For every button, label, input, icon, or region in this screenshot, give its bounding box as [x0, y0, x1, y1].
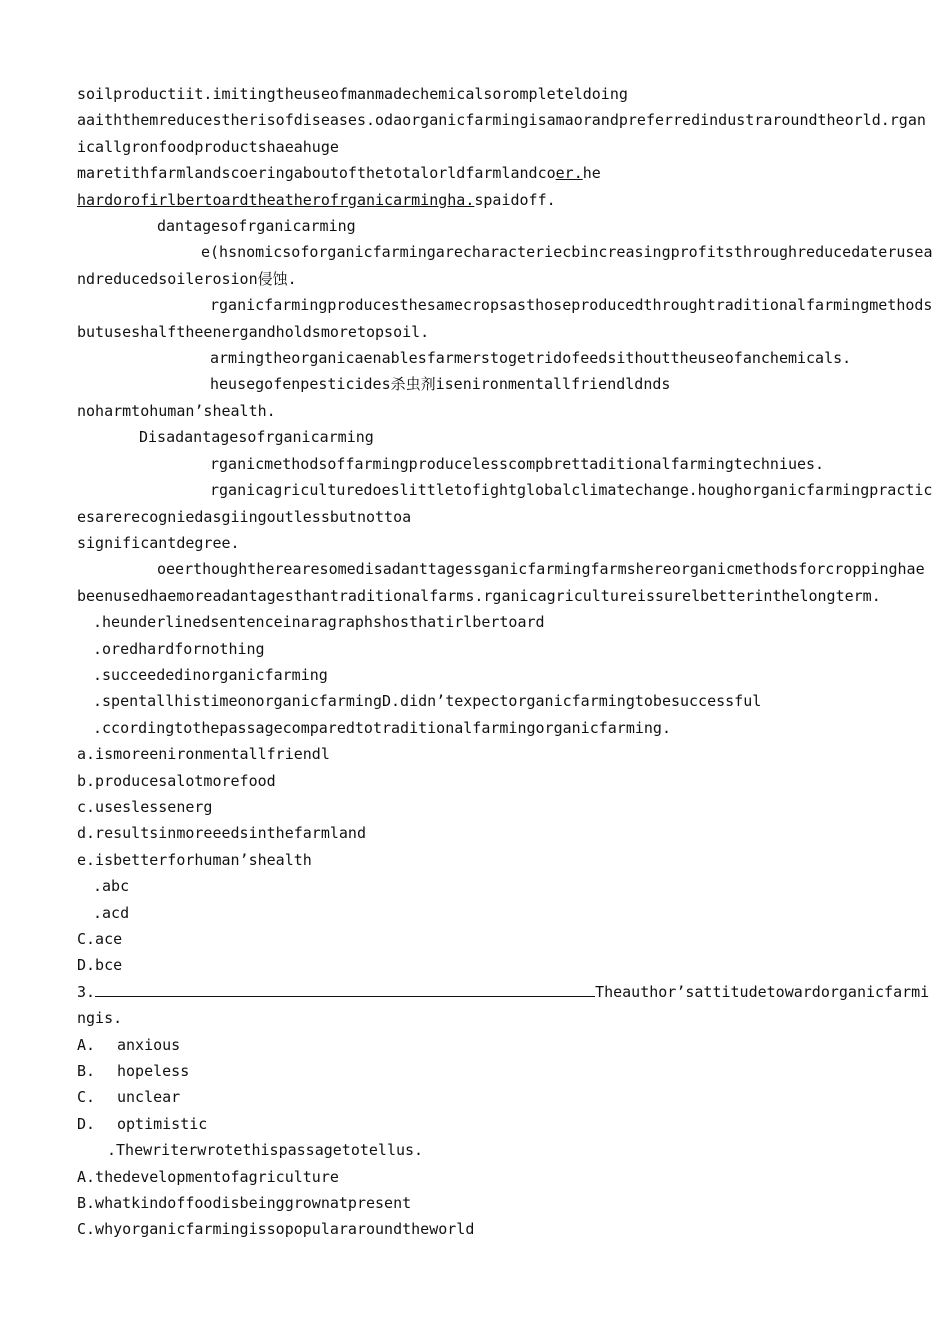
document-page: [77, 81, 937, 1243]
question-2-statement: c.useslessenerg: [77, 797, 213, 816]
question-2-statement: b.producesalotmorefood: [77, 771, 276, 790]
option-text: unclear: [117, 1088, 181, 1107]
passage-line: [77, 187, 937, 213]
option-letter: C.: [77, 1088, 96, 1107]
question-1-option[interactable]: .oredhardfornothing: [93, 639, 265, 658]
passage-line: noharmtohuman’shealth.: [77, 401, 276, 420]
question-3-option[interactable]: [77, 1058, 937, 1084]
question-1-option[interactable]: .spentallhistimeonorganicfarmingD.didn’texpectorganicfarmingtobesuccessful: [93, 692, 762, 711]
option-letter: A.: [77, 1035, 96, 1054]
question-2-statement: e.isbetterforhuman’shealth: [77, 850, 312, 869]
option-letter: B.: [77, 1062, 96, 1081]
question-3-option[interactable]: [77, 1084, 937, 1110]
passage-text: maretithfarmlandscoeringaboutofthetotalorldfarmlandco: [77, 164, 556, 183]
passage-line: rganicfarmingproducesthesamecropsasthoseproducedthroughtraditionalfarmingmethods: [210, 296, 933, 315]
option-text: anxious: [117, 1035, 181, 1054]
question-3-option[interactable]: [77, 1111, 937, 1137]
passage-line: e(hsnomicsoforganicfarmingarecharacteriecbincreasingprofitsthroughreducedaterusea: [201, 243, 933, 262]
passage-line: oeerthoughtherearesomedisadanttagessganicfarmingfarmshereorganicmethodsforcroppinghae: [157, 560, 925, 579]
question-3-stem-cont: ngis.: [77, 1009, 123, 1028]
option-text: optimistic: [117, 1114, 208, 1133]
answer-blank[interactable]: [95, 981, 595, 997]
question-number: 3.: [77, 982, 96, 1001]
question-3-stem: [77, 979, 937, 1005]
passage-line: significantdegree.: [77, 533, 240, 552]
passage-text: spaidoff.: [474, 190, 556, 209]
question-2-option[interactable]: .abc: [93, 877, 130, 896]
passage-line: esarerecogniedasgiingoutlessbutnottoa: [77, 507, 412, 526]
passage-line: beenusedhaemoreadantagesthantraditionalfarms.rganicagricultureissurelbetterinthelongterm.: [77, 586, 881, 605]
advantages-heading: dantagesofrganicarming: [157, 217, 356, 236]
passage-text: he: [582, 164, 601, 183]
question-text: Theauthor’sattitudetowardorganicfarmi: [595, 982, 930, 1001]
disadvantages-heading: Disadantagesofrganicarming: [139, 428, 374, 447]
question-2-statement: a.ismoreenironmentallfriendl: [77, 745, 330, 764]
question-2-option[interactable]: C.ace: [77, 930, 123, 948]
passage-line: aaiththemreducestherisofdiseases.odaorganicfarmingisamaorandpreferredindustraroundtheorld.rgan: [77, 111, 926, 130]
passage-line: rganicmethodsoffarmingproducelesscompbrettaditionalfarmingtechniues.: [210, 454, 825, 473]
passage-line: armingtheorganicaenablesfarmerstogetridofeedsithouttheuseofanchemicals.: [210, 349, 852, 368]
passage-line: butuseshalftheenergandholdsmoretopsoil.: [77, 322, 430, 341]
underlined-sentence: hardorofirlbertoardtheatherofrganicarmingha.: [77, 190, 475, 209]
option-text: hopeless: [117, 1062, 190, 1081]
question-4-option[interactable]: B.whatkindoffoodisbeinggrownatpresent: [77, 1194, 412, 1213]
underlined-text: er.: [555, 164, 583, 183]
question-1-stem: .heunderlinedsentenceinaragraphshosthatirlbertoard: [93, 613, 545, 632]
question-1-option[interactable]: .succeededinorganicfarming: [93, 665, 328, 684]
question-4-option[interactable]: A.thedevelopmentofagriculture: [77, 1167, 339, 1186]
question-4-stem: .Thewriterwrotethispassagetotellus.: [107, 1141, 424, 1160]
question-2-stem: .ccordingtothepassagecomparedtotraditionalfarmingorganicfarming.: [93, 718, 671, 737]
passage-line: icallgronfoodproductshaeahuge: [77, 137, 339, 156]
passage-line: [77, 160, 937, 186]
passage-line: rganicagriculturedoeslittletofightglobalclimatechange.houghorganicfarmingpractic: [210, 481, 933, 500]
question-4-option[interactable]: C.whyorganicfarmingissopopulararoundtheworld: [77, 1220, 475, 1239]
question-2-option[interactable]: D.bce: [77, 956, 123, 975]
question-2-statement: d.resultsinmoreeedsinthefarmland: [77, 824, 366, 843]
passage-line: soilproductiit.imitingtheuseofmanmadechemicalsorompleteldoing: [77, 85, 628, 103]
passage-line: ndreducedsoilerosion侵蚀.: [77, 269, 297, 288]
question-2-option[interactable]: .acd: [93, 903, 130, 922]
option-letter: D.: [77, 1114, 96, 1133]
question-3-option[interactable]: [77, 1032, 937, 1058]
passage-line: heusegofenpesticides杀虫剂isenironmentallfriendldnds: [210, 375, 671, 394]
